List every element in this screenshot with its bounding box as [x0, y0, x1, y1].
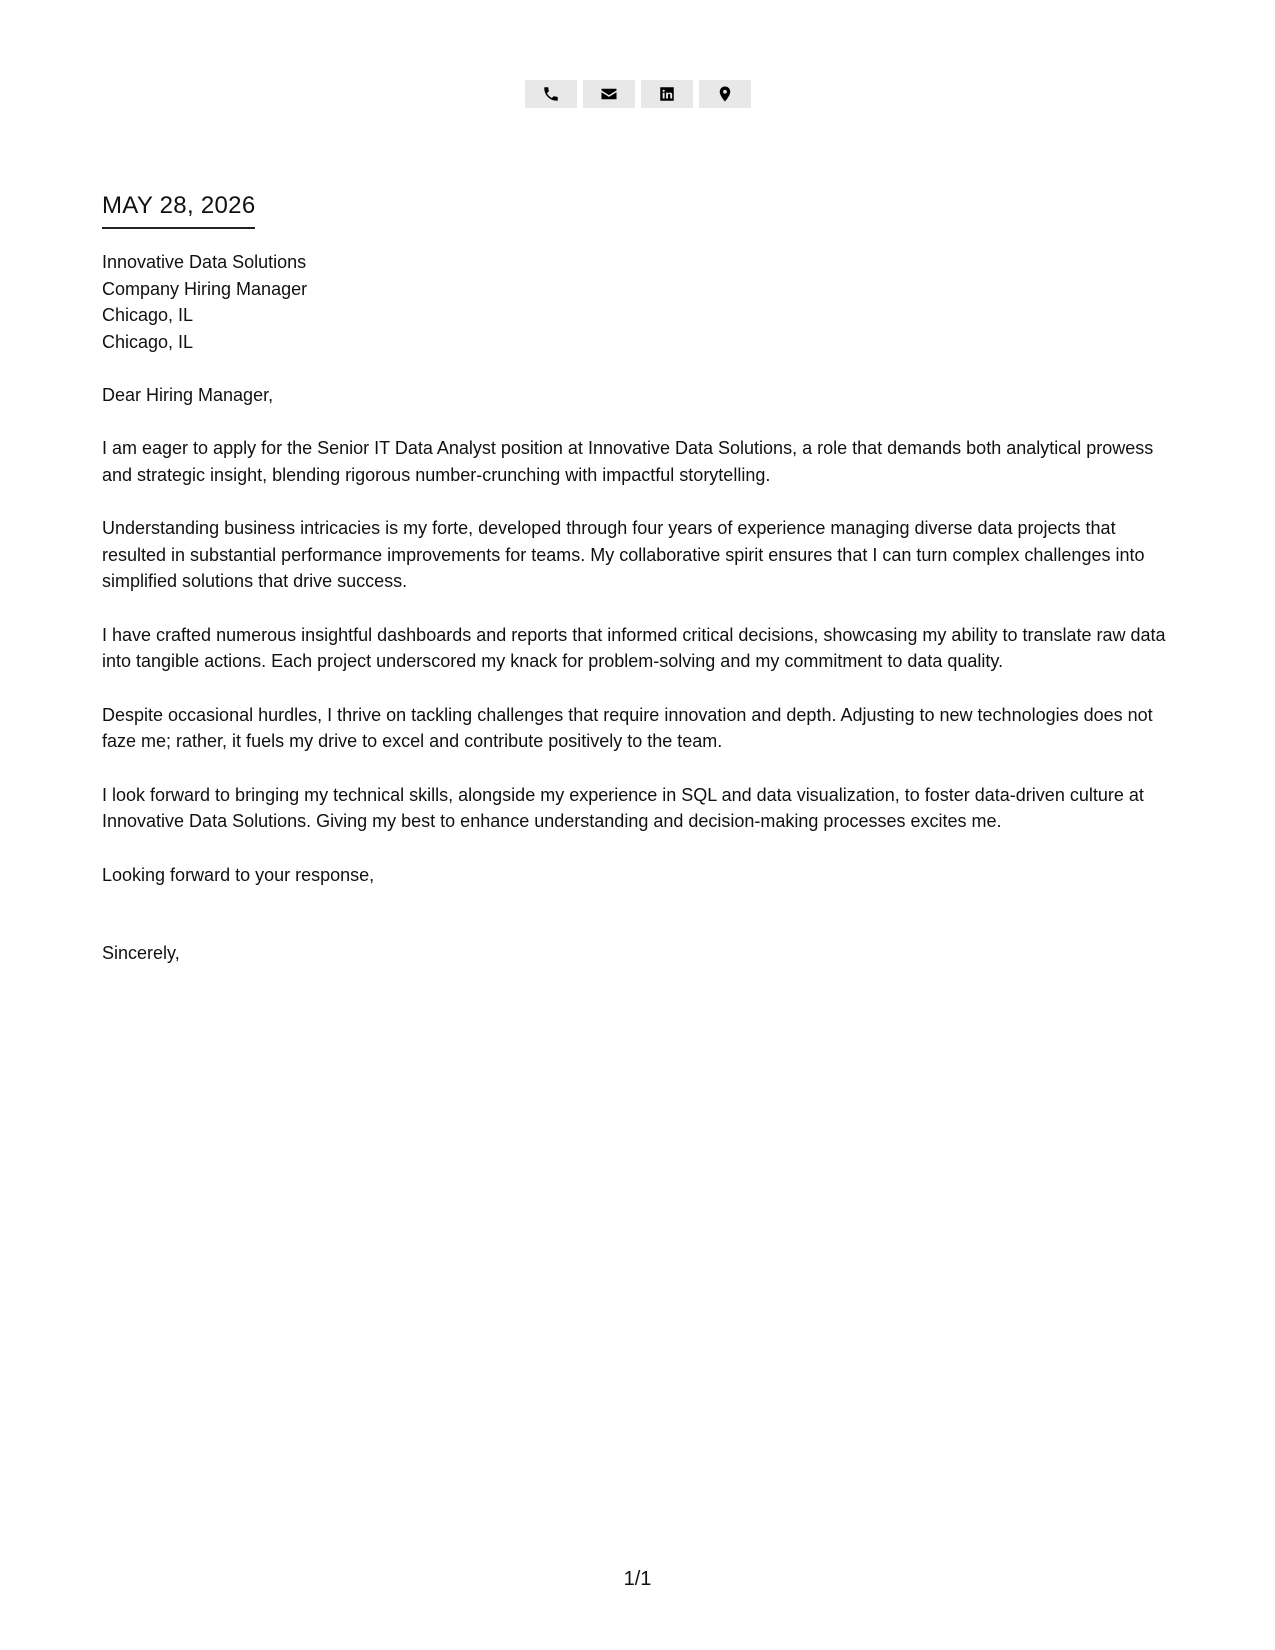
recipient-address-line: Chicago, IL: [102, 305, 194, 325]
location-pin-icon: [716, 85, 734, 103]
body-paragraph: I have crafted numerous insightful dashboards and reports that informed critical decisions, showcasing my ability to translate raw data into tangible actions. Each project underscored my knack for problem-solving and my commitment to data quality.: [102, 624, 1166, 671]
recipient-address-line: Chicago, IL: [102, 331, 194, 352]
body-paragraph: Despite occasional hurdles, I thrive on tackling challenges that require innovation and depth. Adjusting to new technologies does not faze me; rather, it fuels my drive to excel and contribute positively to the team.: [102, 704, 1153, 751]
letter-date: MAY 28, 2026: [102, 192, 255, 229]
recipient-contact: Company Hiring Manager: [102, 278, 308, 299]
contact-icon-bar: [0, 80, 1275, 108]
email-button[interactable]: [583, 80, 635, 108]
phone-icon: [542, 85, 560, 103]
signoff: Sincerely,: [102, 942, 180, 963]
envelope-icon: [600, 85, 618, 103]
recipient-company: Innovative Data Solutions: [102, 252, 307, 272]
body-paragraph: I look forward to bringing my technical skills, alongside my experience in SQL and data visualization, to foster data-driven culture at Innovative Data Solutions. Giving my best to enhance understanding and decision-making processes excites me.: [102, 784, 1144, 831]
linkedin-button[interactable]: [641, 80, 693, 108]
body-paragraph: Understanding business intricacies is my forte, developed through four years of experience managing diverse data projects that resulted in substantial performance improvements for teams. My collaborative spirit ensures that I can turn complex challenges into simplified solutions that drive success.: [102, 518, 1145, 591]
linkedin-icon: [658, 85, 676, 103]
page-number: 1/1: [623, 1568, 652, 1590]
body-paragraph: I am eager to apply for the Senior IT Data Analyst position at Innovative Data Solutions, a role that demands both analytical prowess and strategic insight, blending rigorous number-crunching with impactful storytelling.: [102, 438, 1154, 485]
letter-body: [102, 192, 1177, 966]
recipient-block: [102, 249, 1177, 355]
phone-button[interactable]: [525, 80, 577, 108]
salutation: Dear Hiring Manager,: [102, 385, 274, 405]
location-button[interactable]: [699, 80, 751, 108]
closing-line: Looking forward to your response,: [102, 864, 375, 885]
